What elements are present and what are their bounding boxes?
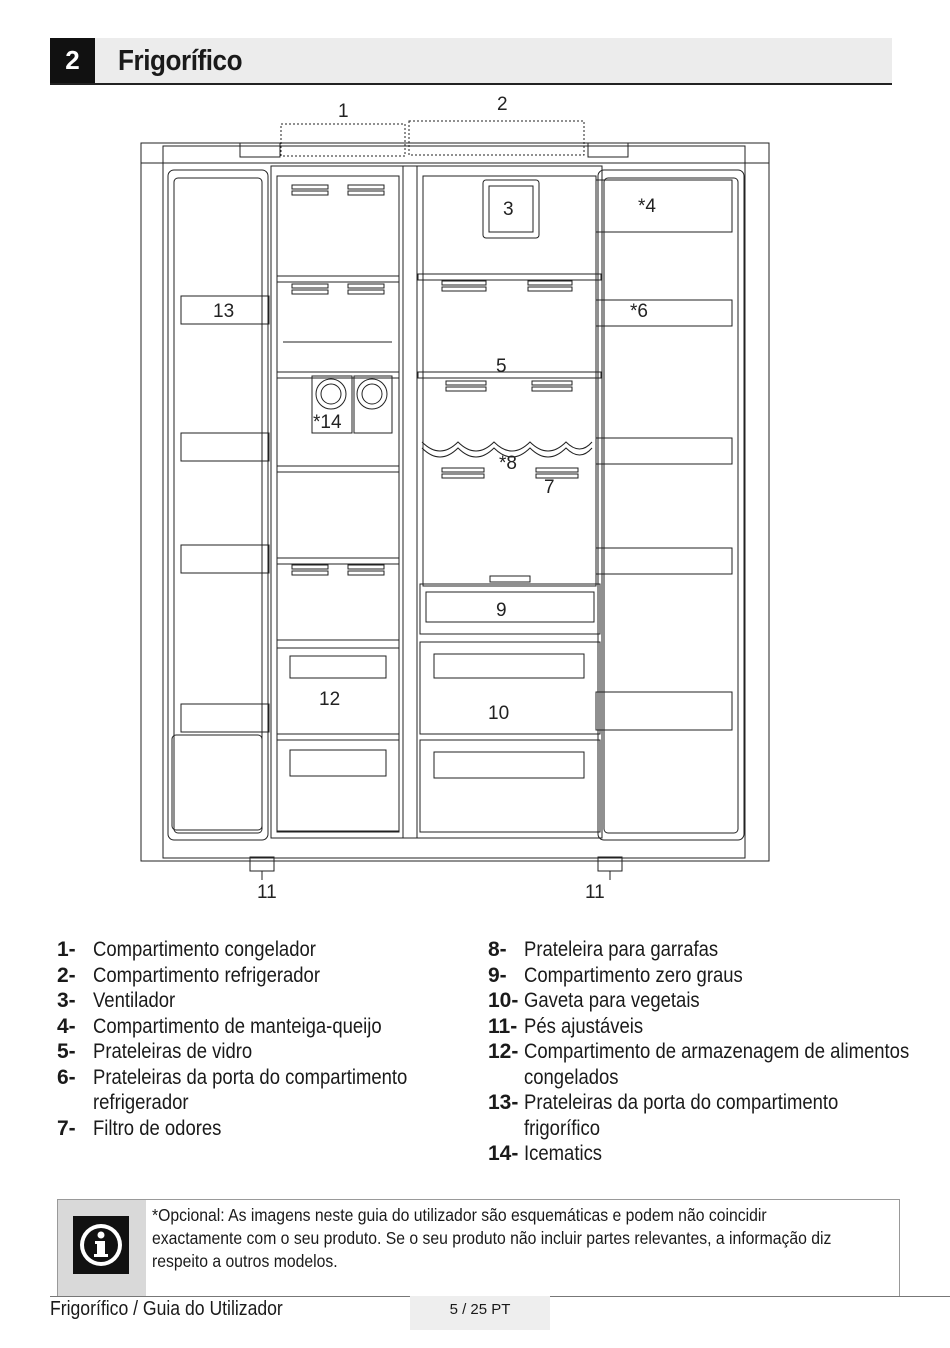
section-title: Frigorífico (118, 45, 243, 77)
item-number: 8- (488, 938, 507, 961)
item-text: Compartimento refrigerador (93, 963, 320, 987)
item-text: congelados (524, 1065, 619, 1089)
item-text: refrigerador (93, 1091, 189, 1114)
callout-3: 3 (503, 199, 514, 220)
callout-1: 1 (338, 101, 349, 122)
list-item-continuation (488, 1116, 950, 1142)
item-text: Pés ajustáveis (524, 1014, 644, 1038)
list-item (57, 1116, 450, 1142)
list-item (57, 1065, 450, 1091)
item-number: 10- (488, 989, 519, 1012)
item-number: 4- (57, 1014, 76, 1038)
item-text: Compartimento de manteiga-queijo (93, 1014, 382, 1038)
item-text: Prateleiras da porta do compartimento (93, 1065, 408, 1089)
list-item (488, 1090, 950, 1116)
page-number: 5 / 25 PT (410, 1296, 550, 1330)
item-text: frigorífico (524, 1116, 600, 1140)
item-number: 2- (57, 963, 76, 987)
item-number: 12- (488, 1040, 519, 1063)
list-item-continuation (57, 1090, 450, 1116)
item-number: 5- (57, 1040, 76, 1063)
list-item (488, 963, 950, 989)
callout-12: 12 (319, 689, 341, 710)
section-header (50, 38, 892, 85)
callout-2: 2 (497, 94, 508, 115)
callout-11-left: 11 (257, 882, 277, 903)
callout-8: *8 (499, 453, 517, 474)
list-item (57, 1039, 450, 1065)
item-number: 1- (57, 938, 76, 961)
item-text: Ventilador (93, 989, 176, 1012)
legend-right (488, 937, 950, 1167)
callout-4: *4 (638, 196, 656, 217)
info-icon-box (58, 1200, 146, 1296)
item-text: Compartimento de armazenagem de alimentos (524, 1040, 910, 1063)
info-icon (73, 1216, 129, 1274)
item-text: Prateleiras da porta do compartimento (524, 1091, 839, 1114)
item-text: Compartimento zero graus (524, 963, 743, 987)
item-number: 3- (57, 989, 76, 1012)
info-note (57, 1199, 900, 1297)
callout-7: 7 (544, 477, 555, 498)
list-item (488, 1039, 950, 1065)
list-item (488, 937, 950, 963)
item-text: Icematics (524, 1142, 603, 1165)
fridge-diagram (130, 90, 780, 910)
callout-11-right: 11 (585, 882, 605, 903)
footer-title: Frigorífico / Guia do Utilizador (50, 1298, 283, 1320)
item-text: Prateleiras de vidro (93, 1040, 253, 1063)
list-item (57, 937, 450, 963)
list-item (57, 988, 450, 1014)
section-number: 2 (50, 38, 95, 83)
callout-13: 13 (213, 301, 235, 322)
callout-5: 5 (496, 356, 507, 377)
note-text: *Opcional: As imagens neste guia do utilizador são esquemáticas e podem não coincidir exactamente com o seu produto. Se o seu produto não incluir partes relevantes, a informação diz respeito a outros modelos. (152, 1205, 832, 1271)
item-number: 13- (488, 1091, 519, 1114)
item-number: 6- (57, 1065, 76, 1089)
callout-14: *14 (313, 412, 342, 433)
item-text: Prateleira para garrafas (524, 938, 719, 961)
item-number: 14- (488, 1142, 519, 1165)
list-item (57, 1014, 450, 1040)
item-number: 7- (57, 1116, 76, 1140)
list-item (488, 1014, 950, 1040)
callout-6: *6 (630, 301, 648, 322)
item-text: Gaveta para vegetais (524, 989, 700, 1012)
item-text: Filtro de odores (93, 1116, 222, 1140)
list-item (488, 988, 950, 1014)
list-item (57, 963, 450, 989)
callout-9: 9 (496, 600, 507, 621)
list-item (488, 1141, 950, 1167)
list-item-continuation (488, 1065, 950, 1091)
item-text: Compartimento congelador (93, 938, 316, 961)
callout-10: 10 (488, 703, 510, 724)
item-number: 9- (488, 963, 507, 987)
item-number: 11- (488, 1014, 518, 1038)
legend-left (57, 937, 450, 1141)
